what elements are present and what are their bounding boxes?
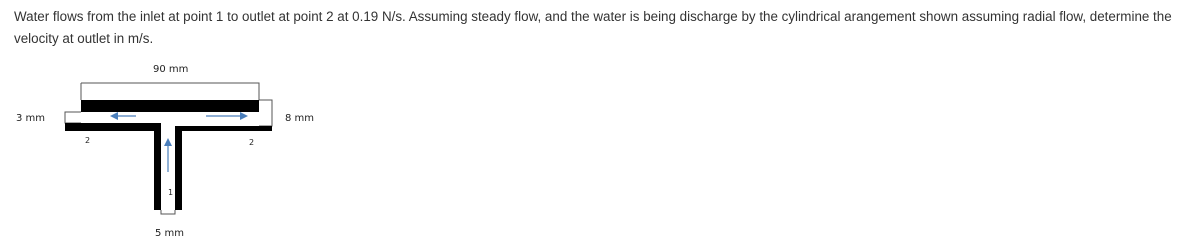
left-gap-label: 3 mm bbox=[16, 113, 46, 124]
inlet-point-label: 1 bbox=[168, 188, 174, 197]
right-outlet-outline bbox=[259, 100, 272, 126]
outlet-right-point-label: 2 bbox=[249, 138, 255, 147]
lower-wall-left bbox=[65, 123, 154, 131]
stem-inlet-outline bbox=[161, 210, 175, 214]
upper-wall-outline bbox=[81, 83, 259, 100]
outlet-left-point-label: 2 bbox=[85, 136, 91, 145]
stem-wall-left bbox=[154, 123, 161, 210]
lower-wall-right bbox=[180, 126, 272, 131]
stem-wall-right bbox=[175, 126, 182, 210]
stem-width-label: 5 mm bbox=[155, 228, 185, 239]
question-text: Water flows from the inlet at point 1 to outlet at point 2 at 0.19 N/s. Assuming steady flow, and the water is being discharge by the cylindrical arangement shown assuming radial flow, determine the velocity at outlet in m/s. bbox=[14, 9, 1172, 46]
left-outlet-outline bbox=[65, 112, 81, 123]
top-width-label: 90 mm bbox=[153, 64, 189, 75]
right-gap-label: 8 mm bbox=[285, 113, 315, 124]
upper-wall bbox=[81, 100, 259, 112]
